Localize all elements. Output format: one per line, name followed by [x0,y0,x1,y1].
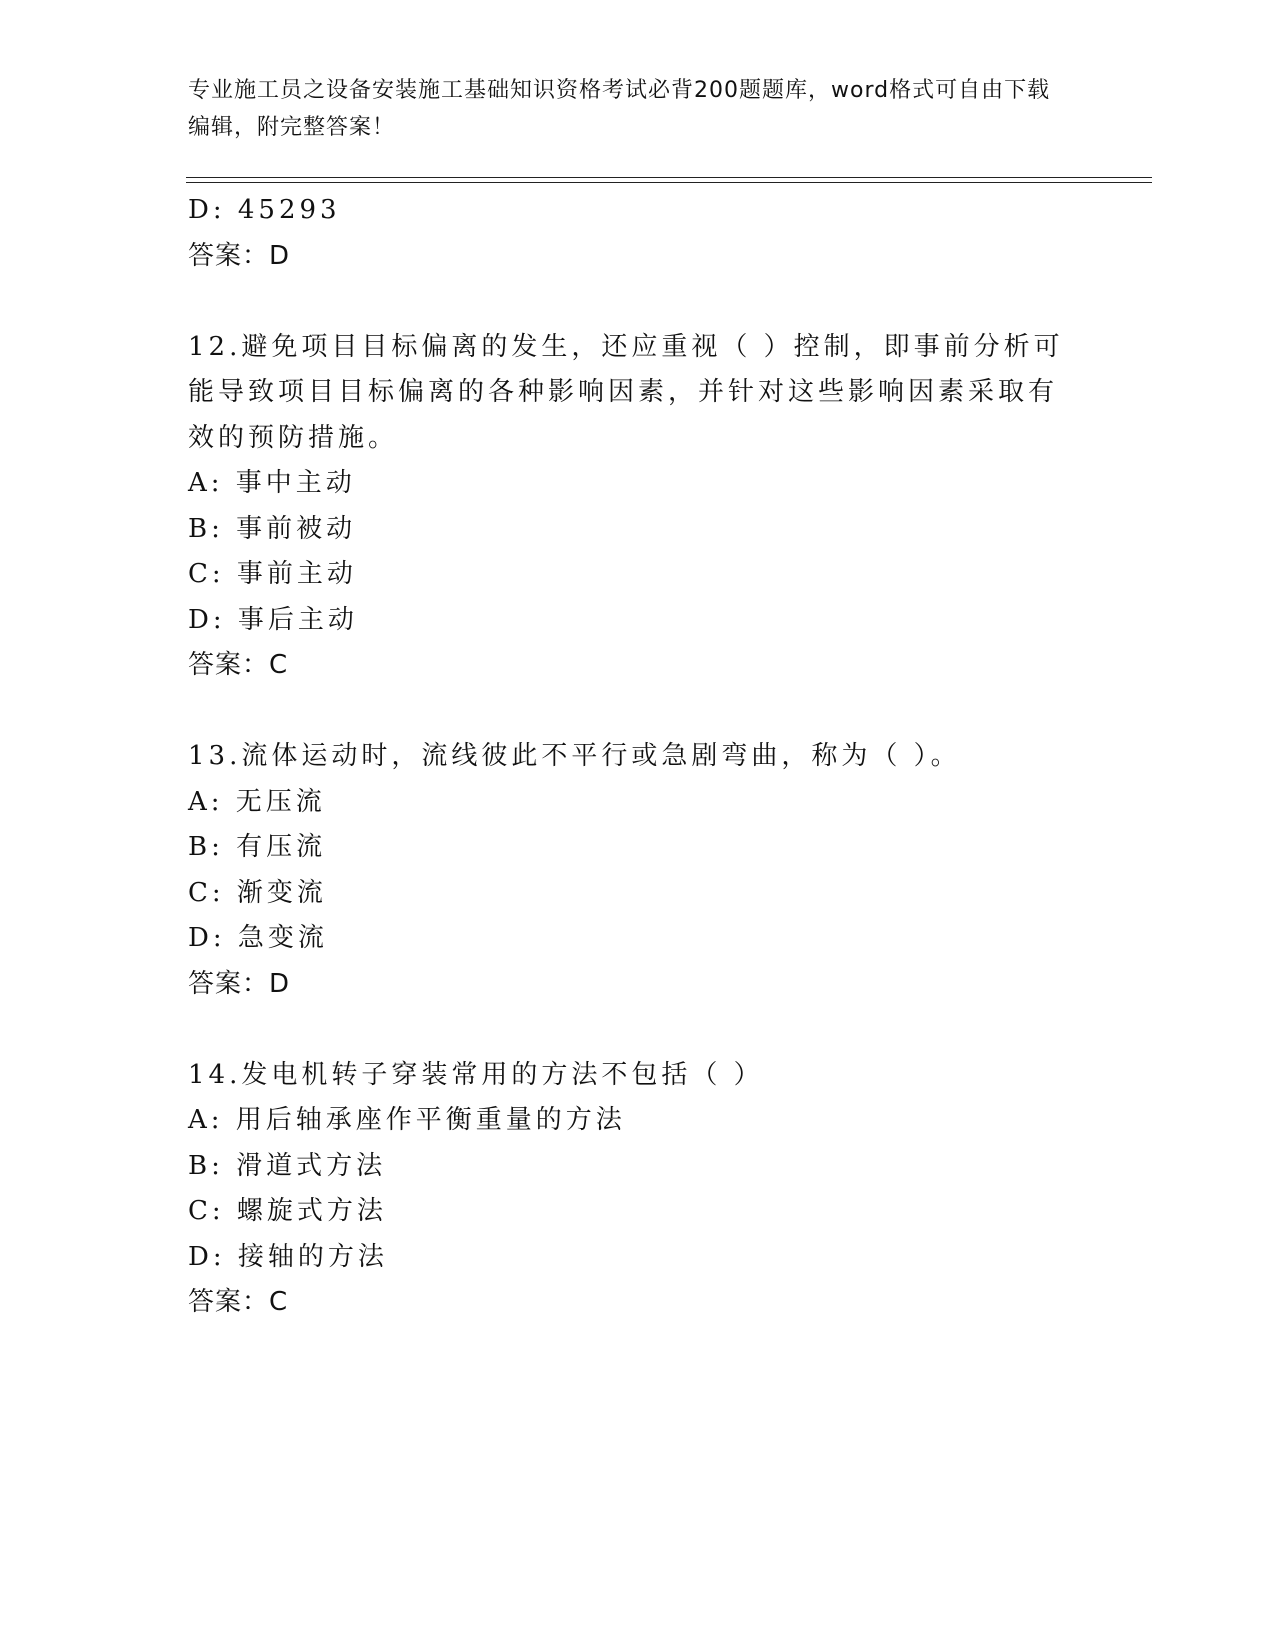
option-c: C: 渐变流 [188,877,327,908]
option-c: C: 螺旋式方法 [188,1196,387,1226]
option-a: A: 用后轴承座作平衡重量的方法 [188,1105,626,1135]
spacer [188,1007,1088,1053]
option-d: D: 事后主动 [188,604,358,635]
option-d: D: 急变流 [188,923,328,953]
option-b: B: 滑道式方法 [188,1150,387,1181]
question-stem: 14.发电机转子穿装常用的方法不包括（ ） [188,1059,764,1090]
question-block-12 [188,325,1088,689]
answer-line: 答案：D [188,240,291,271]
answer-line: 答案：C [188,1287,289,1317]
option-b: B: 有压流 [188,832,327,862]
option-d: D: 接轴的方法 [188,1241,388,1272]
question-block-14 [188,1053,1088,1326]
spacer [188,279,1088,325]
option-a: A: 无压流 [188,786,326,817]
answer-line: 答案：C [188,650,289,680]
header-text: 专业施工员之设备安装施工基础知识资格考试必背200题题库，word格式可自由下载编辑，附完整答案！ [188,78,1051,140]
question-block-13 [188,734,1088,1007]
header-divider [186,177,1152,183]
option-a: A: 事中主动 [188,468,356,498]
question-stem: 12.避免项目目标偏离的发生，还应重视（ ）控制，即事前分析可能导致项目目标偏离的各种影响因素，并针对这些影响因素采取有效的预防措施。 [188,331,1064,453]
spacer [188,689,1088,735]
answer-line: 答案：D [188,968,291,999]
option-c: C: 事前主动 [188,559,357,589]
option-b: B: 事前被动 [188,513,357,544]
page-header [188,72,1068,146]
option-d: D: 45293 [188,195,341,225]
question-list [188,188,1088,1326]
question-stem: 13.流体运动时，流线彼此不平行或急剧弯曲，称为（ ）。 [188,741,961,771]
